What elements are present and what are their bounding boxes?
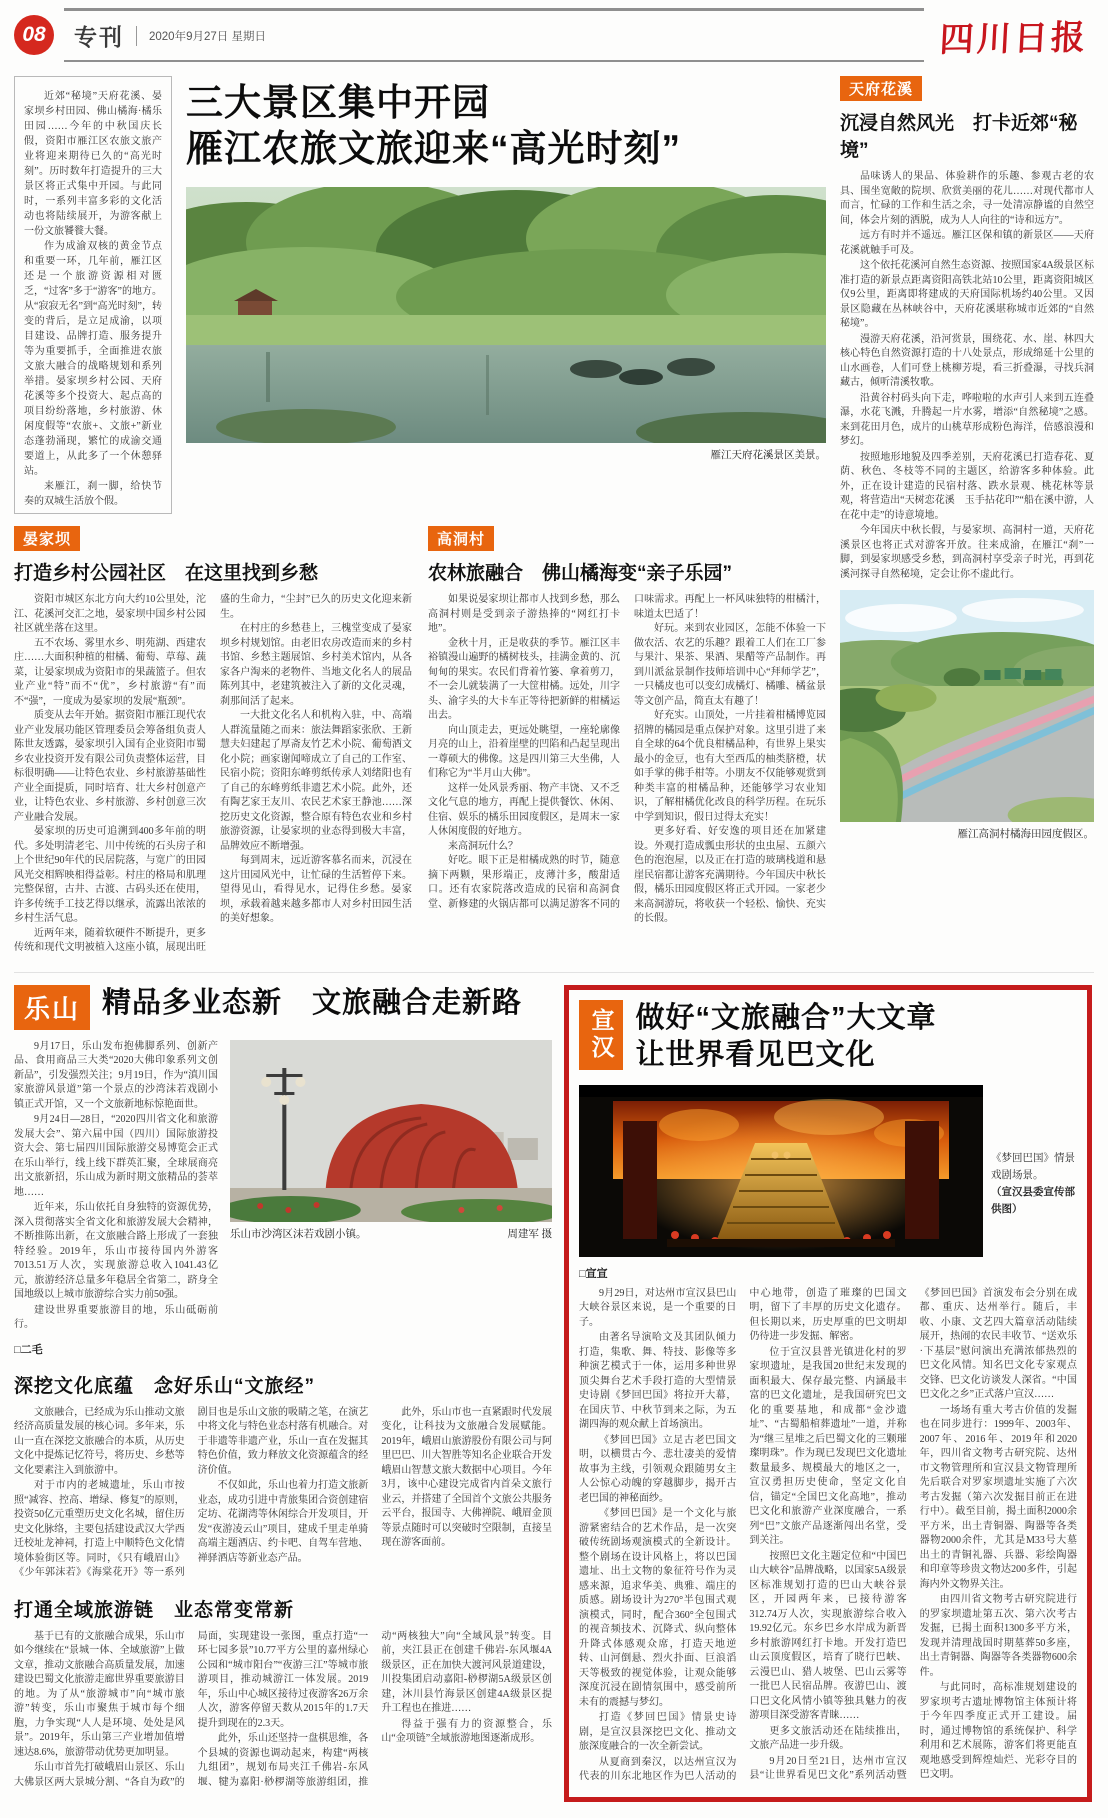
greenway-photo-illustration [840,590,1094,822]
edition-label: 专刊 [74,24,124,50]
para: 向山顶走去，更远处眺望，一座轮廓像月亮的山上，沿着崖壁的凹陷和凸起呈现出一尊硕大的佛像。这是四川第三大坐佛，人们称它为“半月山大佛”。 [428,724,620,779]
para: 沿黄谷村码头向下走，哗啦啦的水声引人来到五连叠瀑，水花飞溅，升腾起一片水雾，增添“自然秘境”之感。来到花田月色，成片的山桃草形成粉色海洋，倍感浪漫和梦幻。 [840,392,1094,447]
para: 每到周末，远近游客慕名而来，沉浸在这片田园风光中，让忙碌的生活暂停下来。望得见山，看得见水，记得住乡愁。晏家坝，承载着越来越多都市人对乡村田园生活的美好想象。 [220,855,412,924]
para: 远方有时并不遥远。雁江区保和镇的新景区——天府花溪就触手可及。 [840,230,1094,256]
xuanhan-header [579,1000,1077,1075]
yanjiaba-headline: 打造乡村公园社区 在这里找到乡愁 [14,563,319,584]
xuanhan-photo-row [579,1085,1077,1257]
para: 质变从去年开始。据资阳市雁江现代农业产业发展功能区管理委员会筹备组负责人陈世友透露，晏家坝引入国有企业资阳市蜀乡农业投资开发有限公司负责整体运营，目标很明确——让特色农业、乡村旅游基础性产业全面提质，同时培育、壮大乡村创意产业，让特色农业、乡村旅游、乡村创意三次产业融合发展。 [14,710,206,823]
para: 由著名导演哈文及其团队倾力打造，集歌、舞、特技、影像等多种演艺模式于一体，运用多种世界顶尖舞台艺术手段打造的大型情景史诗剧《梦回巴国》将拉开大幕，在国庆节、中秋节到来之际，为五湖四海的观众献上首场演出。 [579,1332,737,1431]
top-left-area [14,76,826,956]
para: 由四川省文物考古研究院进行的罗家坝遗址第五次、第六次考古发掘，已揭土面积1300多平方米，发现并清理战国时期墓葬50多座，出土青铜器、陶器等各类器物600余件。 [919,1594,1077,1678]
leshan-photo-credit: 周建军 摄 [507,1228,552,1240]
leshan-photo-block [230,1040,552,1357]
section-tianfu-huaxi [840,76,1094,956]
lake-photo-caption: 雁江天府花溪景区美景。 [710,449,826,461]
para: 好玩。来到农业园区，怎能不体验一下做农活、农艺的乐趣？跟着工人们在工厂参与果汁、果茶、果酒、果醋等产品制作。再到川派盆景制作技师培训中心“拜师学艺”，一只橘皮也可以变幻成橘灯、橘雕、橘盆景等文创产品，简直太有趣了！ [634,623,826,707]
lead-commentary-box [14,76,172,514]
para: 位于宣汉县普光镇进化村的罗家坝遗址，是我国20世纪末发现的面积最大、保存最完整、内涵最丰富的巴文化遗址，是我国研究巴文化的重要基地，和成都“金沙遗址”、“古蜀船棺葬遗址”一道，并称为“继三星堆之后巴蜀文化的三颗璀璨明珠”。作为现已发现巴文化遗址数量最多、规模最大的地区之一，宣汉勇担历史使命，坚定文化自信，锚定“全国巴文化高地”，推动巴文化和旅游产业深度融合，一系列“巴”文旅产品逐渐闯出名堂，受到关注。 [749,1346,907,1547]
section-xuanhan [564,985,1092,1802]
para: 在村庄的乡愁巷上，三槐堂变成了晏家坝乡村规划馆。由老旧农房改造而来的乡村书馆、乡愁主题展馆、乡村美术馆内，从各家各户淘来的老物件、当地文化名人的展品陈列其中，老建筑被注入了新的文化灵魂，刹那间活了起来。 [220,623,412,707]
para: 好充实。山顶处，一片挂着柑橘博览园招牌的橘园是重点保护对象。这里引进了来自全球的64个优良柑橘品种，有世界上果实最小的金豆，也有大至西瓜的柚类脐橙，状如手掌的佛手柑等。小朋友不仅能够观赏到种类丰富的柑橘品种，还能够学习农业知识，了解柑橘优化改良的科学历程。在玩乐中学到知识，假日过得太充实！ [634,710,826,823]
yanjiaba-label: 晏家坝 [14,526,80,551]
main-headline-line2: 雁江农旅文旅迎来“高光时刻” [186,128,681,170]
para: 漫游天府花溪，沿河赏景，围绕花、水、崖、林四大核心特色自然资源打造的十八处景点，形成绵延十公里的山水画卷，人们可登上桃柳芳堤，看三折叠瀑，寻找兵洞藏古，倾听清溪牧歌。 [840,333,1094,388]
yanjiaba-body [14,593,412,956]
stage-photo-illustration [579,1085,983,1257]
stage-photo-caption-block [991,1085,1077,1257]
leshan-subhead-tourism: 打通全域旅游链 业态常变常新 [14,1599,295,1621]
xuanhan-body [579,1287,1077,1785]
header-rule-block [64,8,924,62]
leshan-headline: 精品多业态新 文旅融合走新路 [102,986,523,1019]
para: 近两年来，随着软硬件不断提升，更多传统和现代文明被植入这座小镇，展现出旺盛的生命力，“尘封”已久的历史文化迎来新生。 [14,594,412,953]
leshan-lead-row [14,1040,552,1357]
xuanhan-headline [635,1000,936,1075]
para: 如果说晏家坝让都市人找到乡愁，那么高洞村则是受到亲子游热捧的“网红打卡地”。 [428,594,620,634]
leshan-culture-body [14,1406,552,1581]
para: 五不农场、雾里水乡、明苑湖、西建农庄……大面积种植的柑橘、葡萄、草莓、蔬菜，让晏家坝成为资阳市的果蔬篮子。但农业产业“特”而不“优”，乡村旅游“有”而不“强”，一度成为晏家坝的发展“瓶颈”。 [14,637,206,707]
para: 资阳市城区东北方向大约10公里处，沱江、花溪河交汇之地，晏家坝中国乡村公园社区就坐落在这里。 [14,594,206,634]
para: 按照地形地貌及四季差别，天府花溪已打造春花、夏荫、秋色、冬枝等不同的主题区，给游客多种体验。此外，正在设计建造的民宿村落、跌水景观、桃花林等景观，将营造出“天树恋花溪 玉手拈花印”“船在溪中游，人在花中走”的诗意境地。 [840,451,1094,521]
stage-drama-photo [579,1085,983,1257]
author-byline: □宣宣 [579,1267,608,1280]
leshan-header [14,985,552,1030]
section-leshan [14,985,552,1802]
tianfu-label: 天府花溪 [840,76,922,101]
top-area [14,76,1094,956]
main-headline-line1: 三大景区集中开园 [186,82,490,123]
para: 9月29日，对达州市宣汉县巴山大峡谷景区来说，是一个重要的日子。 [579,1287,737,1328]
gaodong-label: 高洞村 [428,526,494,551]
para: 来高洞玩什么？ [448,840,518,852]
newspaper-masthead: 四川日报 [938,19,1089,59]
para: 更多好看、好安逸的项目还在加紧建设。外观打造成瓢虫形状的虫虫屋、五颜六色的泡泡屋，以及正在打造的玻璃栈道和悬崖民宿都让游客充满期待。今年国庆中秋长假，橘乐田园度假区将正式开园。一家老少来高洞游玩，将收获一个轻松、愉快、充实的长假。 [634,826,826,924]
xuanhan-headline-line2: 让世界看见巴文化 [635,1039,876,1072]
para: 得益于强有力的资源整合，乐山“金项链”全域旅游地图逐渐成形。 [381,1718,552,1744]
para: 金秋十月，正是收获的季节。雁江区丰裕镇漫山遍野的橘树枝头，挂满金黄的、沉甸甸的果实。农民们背着竹篓、拿着剪刀，不一会儿就装满了一大筐柑橘。远处，川字头、渝字头的大卡车正等待把新鲜的柑橘运出去。 [428,637,620,721]
stage-photo-credit: （宣汉县委宣传部供图） [991,1186,1075,1216]
para: 对于市内的老城遗址，乐山市按照“减容、控高、增绿、修复”的原则，投资50亿元重塑历史文化名城，留住历史文化脉络，主要包括建设武汉大学西迁校址龙神祠，打造上中顺特色文化情境体验街区等。同时，《只有峨眉山》《少年郭沫若》《海棠花开》等一系列剧目也是乐山文旅的吸睛之笔，在演艺中将文化与特色业态村落有机融合。对于非遗等非遗产业，乐山一直在发掘其特色价值，致力释放文化资源蕴含的经济价值。 [14,1406,369,1578]
para: 来雁江，刹一脚，给快节奏的双城生活放个假。 [24,481,162,507]
lake-photo-illustration [186,187,826,443]
tianfu-body [840,170,1094,582]
lead-story-center [186,76,826,514]
para: 不仅如此，乐山也着力打造文旅新业态，成功引进中青旅集团合资创建宿定坊、花湖湾等休闲综合开发项目，开发“夜游凌云山”项目，建成千里走单骑高端主题酒店、约卡吧、自驾车营地、禅驿酒店等新业态产品。 [197,1480,369,1564]
para: 好吃。眼下正是柑橘成熟的时节，随意摘下两颗，果形端正，皮薄汁多，酸甜适口。还有农家院落改造成的民宿和高洞食堂、新修建的火锅店都可以满足游客不同的口味需求。再配上一杯风味独特的柑橘汁，味道太巴适了！ [428,594,826,910]
gaodong-headline: 农林旅融合 佛山橘海变“亲子乐园” [428,563,733,584]
header-divider [136,26,137,46]
lake-scenery-photo [186,187,826,443]
leshan-label: 乐山 [14,985,90,1030]
gaodong-body [428,593,826,927]
para: 乐山市首先打破峨眉山景区、乐山大佛景区两大景城分割、“各自为政”的局面，实现建设一张图，重点打造“一环七园多景”10.77平方公里的嘉州绿心公园和“城市阳台”“夜游三江”等城市旅游项目，推动城游江一体发展。2019年，乐山中心城区接待过夜游客26万余人次，游客停留天数从2015年的1.7天提升到现在的2.3天。 [14,1630,369,1788]
para: 从夏商到秦汉，以达州宣汉为代表的川东北地区作为巴人活动的中心地带，创造了璀璨的巴国文明，留下了丰厚的历史文化遗存。但长期以来，历史厚重的巴文明却仍待进一步发掘、解密。 [579,1287,907,1783]
para: 这样一处风景秀丽、物产丰饶、又不乏文化气息的地方，再配上提供餐饮、休闲、住宿、娱乐的橘乐田园度假区，是周末一家人休闲度假的好地方。 [428,782,620,837]
para: 作为成渝双核的黄金节点和重要一环，几年前，雁江区还是一个旅游资源相对匮乏，“过客”多于“游客”的地方。从“寂寂无名”到“高光时刻”，转变的背后，是立足成渝，以项目建设、品牌打造、服务提升等为重要抓手，全面推进农旅文旅大融合的战略规划和系列举措。晏家坝乡村公园、天府花溪等多个投资大、起点高的项目纷纷落地，乡村旅游、休闲度假等“农旅+、文旅+”新业态蓬勃涌现，繁忙的成渝交通要道上，从此多了一个休憩驿站。 [24,241,162,477]
para: 与此同时，高标准规划建设的罗家坝考古遗址博物馆主体预计将于今年四季度正式开工建设。届时，通过博物馆的系统保护、科学利用和艺术展陈，游客们将更能直观地感受到辉煌灿烂、光彩夺目的巴文明。 [919,1682,1077,1781]
author-byline: □二毛 [14,1343,43,1356]
moruo-photo-illustration [230,1040,552,1222]
para: 9月20日至21日，达州市宣汉县“让世界看见巴文化”系列活动暨《梦回巴国》首演发布会分别在成都、重庆、达州举行。随后，丰收、小康、文艺四大篇章活动陆续展开，热闹的农民丰收节、“送欢乐·下基层”慰问演出充满浓郁热烈的巴文化风情。知名巴文化专家观点交锋、巴文化访谈发人深省。“中国巴文化之乡”正式落户宣汉…… [749,1287,1077,1782]
para: 一场场有重大考古价值的发掘也在同步进行：1999年、2003年、2007年、2016年、2019年和2020年，四川省文物考古研究院、达州市文物管理所和宣汉县文物管理所先后联合对罗家坝遗址实施了六次考古发掘（第六次发掘目前正在进行中）。截至目前，揭土面积2000余平方米，出土青铜器、陶器等各类器物2000余件，尤其是M33号大墓出土的青铜礼器、兵器、彩绘陶器和印章等珍贵文物达200多件，引起海内外文物界关注。 [919,1404,1077,1590]
section-gaodong [428,526,826,956]
moruo-town-photo [230,1040,552,1222]
para: 晏家坝的历史可追溯到400多年前的明代。多处明清老宅、川中传统的石头房子和上个世纪90年代的民居院落，与宽广的田园风光交相辉映相得益彰。村庄的格局和肌理完整保留，古井、古渡、古码头还在使用，许多传统手工技艺得以继承，流露出浓浓的乡村生活气息。 [14,826,206,924]
para: 此外，乐山还坚持一盘棋思维，各个县城的资源也调动起来，构建“两核九组团”，规划布局夹江千佛岩-东风堰、犍为嘉阳·桫椤湖等旅游组团，推动“两核独大”向“全域风景”转变。目前，夹江县正在创建千佛岩-东风堰4A级景区，正在加快大渡河风景道建设，川投集团启动嘉阳-桫椤湖5A级景区创建，沐川县竹海景区创建4A级景区提升工程也在推进…… [197,1630,552,1788]
para: 打造《梦回巴国》情景史诗剧，是宣汉县深挖巴文化、推动文旅深度融合的一次全新尝试。 [579,1712,737,1753]
stage-photo-caption: 《梦回巴国》情景戏剧场景。 [991,1152,1075,1181]
para: 基于已有的文旅融合成果，乐山市如今继续在“景城一体、全域旅游”上做文章，推动文旅融合高质量发展，加速建设巴蜀文化旅游走廊世界重要旅游目的地。为了从“旅游城市”向“城市旅游”转变，乐山市聚焦于城市每个细胞，力争实现“人人是环境、处处是风景”。2019年，乐山第三产业增加值增速达8.6%，旅游带动优势更加明显。 [14,1630,185,1758]
para: 文旅融合，已经成为乐山推动文旅经济高质量发展的核心词。多年来，乐山一直在深挖文旅融合的本质，从历史文化中提炼记忆符号，将历史、乡愁等文化要素注入到旅游中。 [14,1406,185,1476]
greenway-road-photo [840,590,1094,822]
para: 近年来，乐山依托自身独特的资源优势，深入贯彻落实全省文化和旅游发展大会精神，不断推陈出新，在文旅融合路上形成了一套独特经验。2019年，乐山市接待国内外游客7013.51万人次，实现旅游总收入1041.43亿元，旅游经济总量多年稳居全省第二，跻身全国地级以上城市旅游综合实力前50强。 [14,1202,218,1300]
para: 建设世界重要旅游目的地，乐山砥砺前行。 [14,1304,218,1330]
para: 此外，乐山市也一直紧跟时代发展变化，让科技为文旅融合发展赋能。2019年，峨眉山旅游股份有限公司与阿里巴巴、川大智胜等知名企业联合开发峨眉山智慧文旅大数据中心项目。今年3月，该中心建设完成省内首朵文旅行业云，并搭建了全国首个文旅公共服务云平台，报国寺、大佛禅院、峨眉金顶等景点随时可以突破时空限制，直接呈现在游客面前。 [381,1406,552,1548]
bottom-area [14,972,1094,1802]
lead-story-row [14,76,826,514]
greenway-photo-caption: 雁江高洞村橘海田园度假区。 [957,829,1094,840]
section-yanjiaba [14,526,412,956]
leshan-tourism-body [14,1630,552,1791]
para: 一大批文化名人和机构入驻，中、高端人群流量随之而来：旅法舞蹈家张欣、王新慧夫妇建起了厚斋友竹艺术小院、葡萄酒文化小院；画家谢闻啼成立了自己的工作室、民宿小院；资阳东峰剪纸传承人刘绪阳也有了自己的东峰剪纸非遗艺术小院。此外，还有陶艺家王友川、农民艺术家王静池……深挖历史文化资源，整合原有特色农业和乡村旅游资源，让晏家坝的业态得到极大丰富，品牌效应不断增强。 [220,710,412,852]
para: 9月24日—28日，“2020四川省文化和旅游发展大会”、第六届中国（四川）国际旅游投资大会、第七届四川国际旅游交易博览会正式在乐山举行，线上线下群英汇聚，全球展商亮出文旅新招，乐山成为新时期文旅精品的荟萃地…… [14,1114,218,1198]
leshan-photo-caption: 乐山市沙湾区沫若戏剧小镇。 [230,1228,367,1240]
tianfu-headline: 沉浸自然风光 打卡近郊“秘境” [840,113,1078,161]
leshan-intro-column [14,1040,218,1357]
page-number-badge: 08 [14,15,54,55]
village-sections-row [14,526,826,956]
leshan-photo-captionline [230,1226,552,1241]
page-header [14,8,1094,62]
para: 更多文旅活动还在陆续推出，文旅产品进一步升级。 [749,1725,907,1752]
leshan-subhead-culture: 深挖文化底蕴 念好乐山“文旅经” [14,1375,316,1397]
para: 这个依托花溪河自然生态资源、按照国家4A级景区标准打造的新景点距离资阳高铁北站10公里，距离资阳城区仅9公里，距离即将建成的天府国际机场约40公里。又因景区隐藏在丛林峡谷中，天府花溪堪称城市近郊的“自然秘境”。 [840,260,1094,329]
para: 《梦回巴国》是一个文化与旅游紧密结合的艺术作品，是一次突破传统剧场观演模式的全新设计。整个剧场在设计风格上，将以巴国遗址、出土文物的象征符号作为灵感来源，追求华美、典雅、端庄的质感。剧场设计为270°半包围式观演模式，同时，配合360°全包围式的视音频技术、沉降式、纵向整体升降式体感观众席，打造天地逆转、山河倒悬、烈火扑面、巨浪滔天等极致的视觉体验，让观众能够深度沉浸在剧情氛围中，感受前所未有的震撼与梦幻。 [579,1508,737,1708]
xuanhan-headline-line1: 做好“文旅融合”大文章 [635,1001,937,1034]
main-headline [186,80,826,173]
para: 近郊“秘境”天府花溪、晏家坝乡村田园、佛山橘海·橘乐田园……今年的中秋国庆长假，资阳市雁江区农旅文旅产业将迎来期待已久的“高光时刻”。历时数年打造提升的三大景区将正式集中开园。与此同时，一系列丰富多彩的文化活动也将陆续展开，为游客献上一份文旅饕餮大餐。 [24,91,162,237]
para: 9月17日，乐山发布抱佛脚系列、创新产品、食用商品三大类“2020大佛印象系列文创新品”，引发强烈关注；9月19日，作为“滇川国家旅游风景道”第一个景点的沙湾沫若戏剧小镇正式开馆，又一个文旅新地标惊艳面世。 [14,1040,218,1110]
xuanhan-label: 宣汉 [579,1000,623,1070]
para: 按照巴文化主题定位和“中国巴山大峡谷”品牌战略，以国家5A级景区标准规划打造的巴山大峡谷景区，开园两年来，已接待游客312.74万人次，实现旅游综合收入19.92亿元。东乡巴乡水岸成为新晋乡村旅游网红打卡地。开发打造巴山云顶度假区，培育了晓行巴峡、云漫巴山、猎人坡堡、巴山云雾等一批巴人民宿品牌。夜游巴山、渡口巴文化风情小镇等独具魅力的夜游项目深受游客青睐…… [749,1550,907,1722]
para: 今年国庆中秋长假，与晏家坝、高洞村一道，天府花溪景区也将正式对游客开放。往来成渝，在雁江“刹”一脚，到晏家坝感受乡愁，到高洞村享受亲子时光，再到花溪河探寻自然秘境，定会让你不虚此行。 [840,525,1094,580]
para: 品味诱人的果品、体验耕作的乐趣、参观古老的农具、围坐宽敞的院坝、欣赏美丽的花儿……对现代都市人而言，忙碌的工作和生活之余，寻一处清凉静谧的自然空间，体会片刻的洒脱，成为人人向往的“诗和远方”。 [840,171,1094,226]
date-text: 2020年9月27日 星期日 [149,30,266,43]
para: 《梦回巴国》立足古老巴国文明，以横贯古今、悲壮凄美的爱情故事为主线，引领观众跟随男女主人公惊心动魄的穿越脚步，揭开古老巴国的神秘面纱。 [579,1434,737,1504]
